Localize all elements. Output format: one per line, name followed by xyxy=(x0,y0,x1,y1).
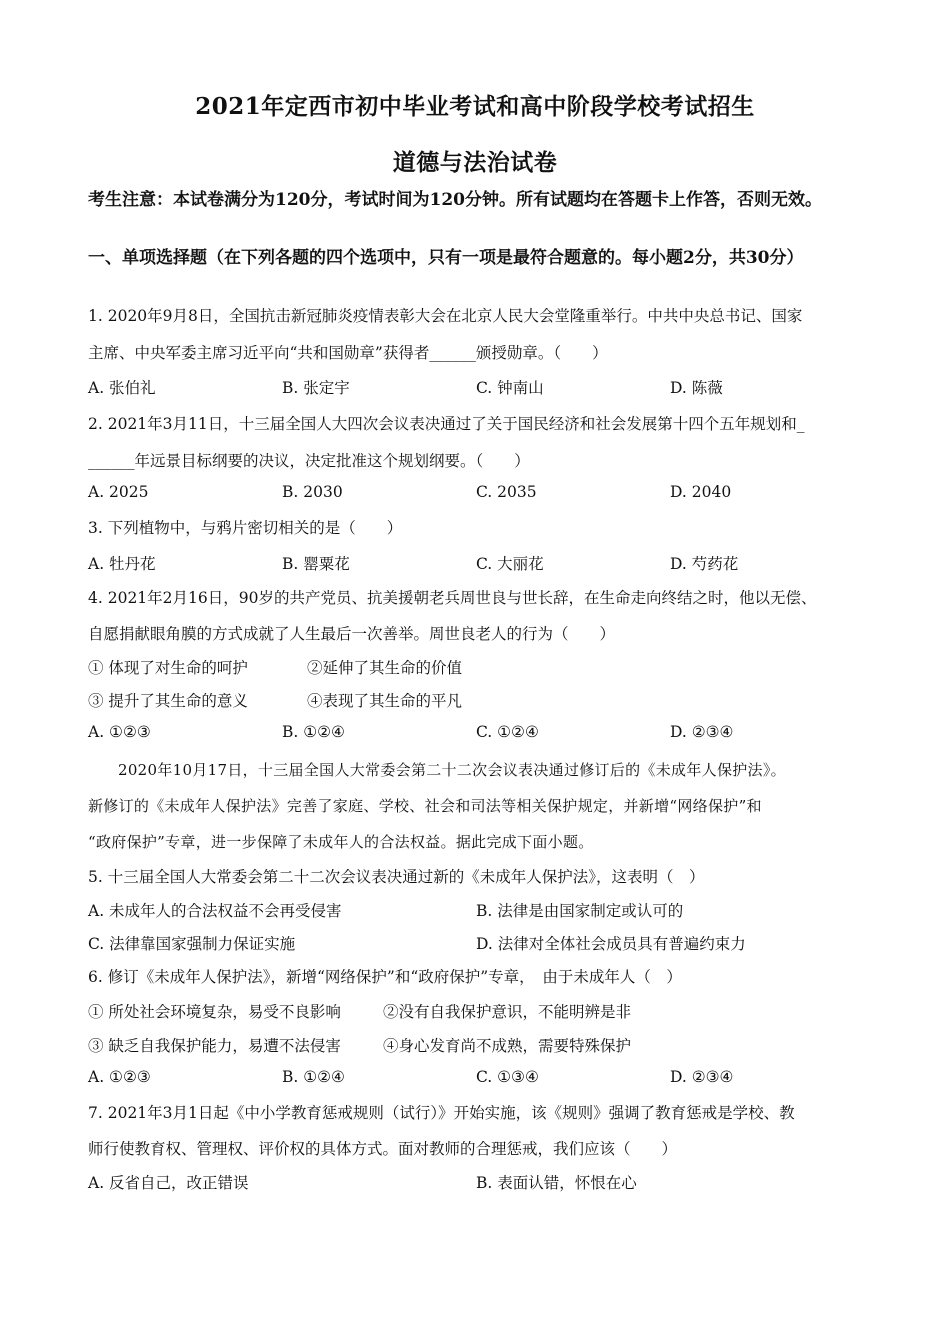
question-2-option-c: C. 2035 xyxy=(476,483,537,501)
question-5-option-c: C. 法律靠国家强制力保证实施 xyxy=(88,935,296,953)
question-4-line-2: 自愿捐献眼角膜的方式成就了人生最后一次善举。周世良老人的行为（ ） xyxy=(88,625,616,643)
material-line-2: 新修订的《未成年人保护法》完善了家庭、学校、社会和司法等相关保护规定，并新增“网络保护”和 xyxy=(88,797,762,815)
question-5-option-d: D. 法律对全体社会成员具有普遍约束力 xyxy=(476,935,746,953)
question-4-statement-3: ③ 提升了其生命的意义 xyxy=(88,692,248,710)
question-6-statement-3: ③ 缺乏自我保护能力，易遭不法侵害 xyxy=(88,1037,341,1055)
section-heading: 一、单项选择题（在下列各题的四个选项中，只有一项是最符合题意的。每小题2分，共30分） xyxy=(88,248,804,268)
question-6-statement-2: ②没有自我保护意识，不能明辨是非 xyxy=(383,1003,632,1021)
question-3-line-1: 3. 下列植物中，与鸦片密切相关的是（ ） xyxy=(88,519,403,537)
question-1-line-1: 1. 2020年9月8日，全国抗击新冠肺炎疫情表彰大会在北京人民大会堂隆重举行。中共中央总书记、国家 xyxy=(88,307,803,325)
question-3-option-b: B. 罂粟花 xyxy=(282,555,350,573)
question-6-option-d: D. ②③④ xyxy=(670,1068,734,1086)
exam-title: 2021年定西市初中毕业考试和高中阶段学校考试招生 xyxy=(195,93,755,120)
question-1-line-2: 主席、中央军委主席习近平向“共和国勋章”获得者______颁授勋章。（ ） xyxy=(88,344,608,362)
question-4-option-a: A. ①②③ xyxy=(88,723,151,741)
question-6-statement-4: ④身心发育尚不成熟，需要特殊保护 xyxy=(383,1037,632,1055)
question-6-line-1: 6. 修订《未成年人保护法》，新增“网络保护”和“政府保护”专章， 由于未成年人（ ） xyxy=(88,968,682,986)
question-2-option-a: A. 2025 xyxy=(88,483,149,501)
question-1-option-d: D. 陈薇 xyxy=(670,379,723,397)
question-4-option-b: B. ①②④ xyxy=(282,723,345,741)
question-2-line-2: ______年远景目标纲要的决议，决定批准这个规划纲要。（ ） xyxy=(88,452,530,470)
exam-subtitle: 道德与法治试卷 xyxy=(392,149,558,176)
question-5-line-1: 5. 十三届全国人大常委会第二十二次会议表决通过新的《未成年人保护法》，这表明（ ） xyxy=(88,868,705,886)
question-4-option-c: C. ①②④ xyxy=(476,723,539,741)
material-line-1: 2020年10月17日，十三届全国人大常委会第二十二次会议表决通过修订后的《未成年人保护法》。 xyxy=(118,761,786,779)
question-7-line-2: 师行使教育权、管理权、评价权的具体方式。面对教师的合理惩戒，我们应该（ ） xyxy=(88,1140,678,1158)
question-1-option-a: A. 张伯礼 xyxy=(88,379,156,397)
question-4-statement-2: ②延伸了其生命的价值 xyxy=(307,659,463,677)
question-1-option-b: B. 张定宇 xyxy=(282,379,350,397)
question-4-option-d: D. ②③④ xyxy=(670,723,734,741)
material-line-3: “政府保护”专章，进一步保障了未成年人的合法权益。据此完成下面小题。 xyxy=(88,833,594,851)
question-5-option-b: B. 法律是由国家制定或认可的 xyxy=(476,902,684,920)
question-4-statement-4: ④表现了其生命的平凡 xyxy=(307,692,463,710)
question-4-statement-1: ① 体现了对生命的呵护 xyxy=(88,659,248,677)
question-6-option-c: C. ①③④ xyxy=(476,1068,539,1086)
question-7-option-a: A. 反省自己，改正错误 xyxy=(88,1174,249,1192)
question-3-option-d: D. 芍药花 xyxy=(670,555,739,573)
question-2-option-b: B. 2030 xyxy=(282,483,343,501)
question-3-option-c: C. 大丽花 xyxy=(476,555,544,573)
question-1-option-c: C. 钟南山 xyxy=(476,379,544,397)
question-5-option-a: A. 未成年人的合法权益不会再受侵害 xyxy=(88,902,342,920)
question-4-line-1: 4. 2021年2月16日，90岁的共产党员、抗美援朝老兵周世良与世长辞，在生命走向终结之时，他以无偿、 xyxy=(88,589,817,607)
exam-notice: 考生注意：本试卷满分为120分，考试时间为120分钟。所有试题均在答题卡上作答，否则无效。 xyxy=(88,190,822,210)
question-6-statement-1: ① 所处社会环境复杂，易受不良影响 xyxy=(88,1003,341,1021)
question-2-line-1: 2. 2021年3月11日，十三届全国人大四次会议表决通过了关于国民经济和社会发展第十四个五年规划和_ xyxy=(88,415,805,433)
question-6-option-a: A. ①②③ xyxy=(88,1068,151,1086)
question-3-option-a: A. 牡丹花 xyxy=(88,555,156,573)
question-6-option-b: B. ①②④ xyxy=(282,1068,345,1086)
question-7-line-1: 7. 2021年3月1日起《中小学教育惩戒规则（试行）》开始实施，该《规则》强调了教育惩戒是学校、教 xyxy=(88,1104,795,1122)
question-2-option-d: D. 2040 xyxy=(670,483,732,501)
question-7-option-b: B. 表面认错，怀恨在心 xyxy=(476,1174,637,1192)
